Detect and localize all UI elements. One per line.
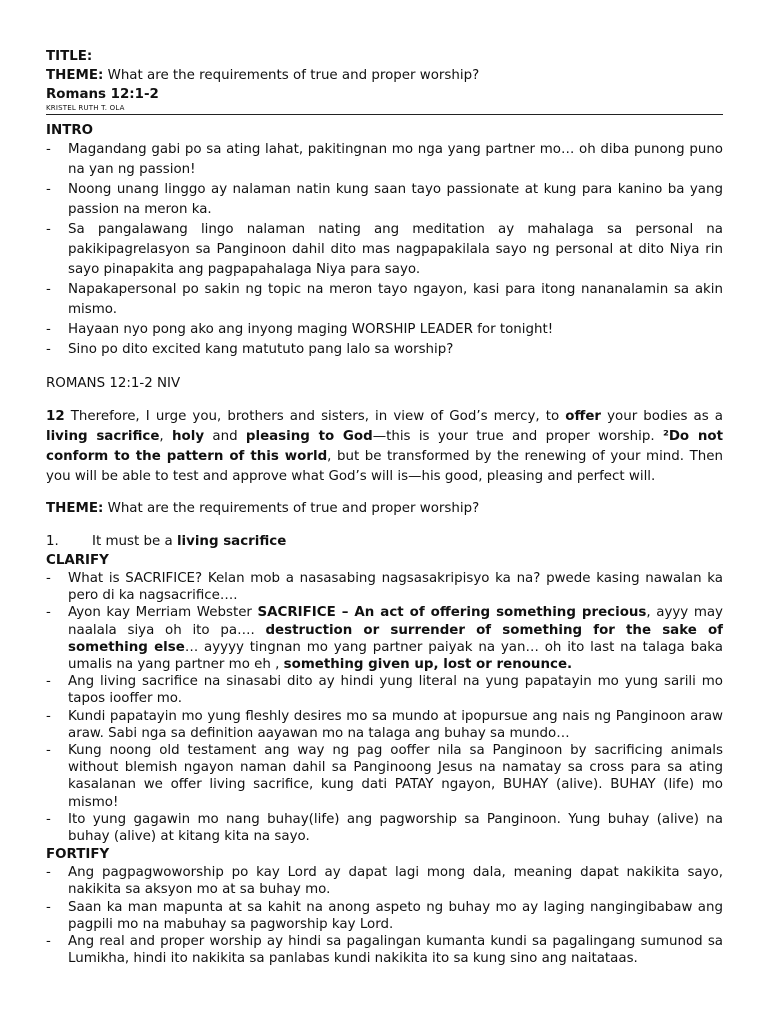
theme-label: THEME: bbox=[46, 501, 104, 516]
header-divider bbox=[46, 114, 723, 115]
list-item: - Sino po dito excited kang matututo pang lalo sa worship? bbox=[46, 340, 723, 360]
intro-heading: INTRO bbox=[46, 123, 94, 138]
list-item: - Napakapersonal po sakin ng topic na meron tayo ngayon, kasi para itong nananalamin sa akin mismo. bbox=[46, 280, 723, 320]
list-item: - Noong unang linggo ay nalaman natin kung saan tayo passionate at kung para kanino ba yang passion na meron ka. bbox=[46, 180, 723, 220]
list-item: - Ang living sacrifice na sinasabi dito ay hindi yung literal na yung papatayin mo yung sarili mo tapos iooffer mo. bbox=[46, 673, 723, 707]
verse-number: 12 bbox=[46, 409, 65, 424]
point-number: 1. bbox=[46, 534, 59, 549]
list-item: - Ang pagpagwoworship po kay Lord ay dapat lagi mong dala, meaning dapat nakikita sayo, nakikita sa aksyon mo at sa buhay mo. bbox=[46, 864, 723, 898]
list-item: - Magandang gabi po sa ating lahat, pakitingnan mo nga yang partner mo… oh diba punong puno na yan ng passion! bbox=[46, 140, 723, 180]
list-item: - Saan ka man mapunta at sa kahit na anong aspeto ng buhay mo ay laging nangingibabaw ang pagpili mo na mabuhay sa pagworship kay Lord. bbox=[46, 899, 723, 933]
list-item: - Kung noong old testament ang way ng pag ooffer nila sa Panginoon by sacrificing animals without blemish ngayon naman dahil sa Panginoong Jesus na namatay sa cross para sa ating kasalanan we offer living sacrifice, kung dati PATAY ngayon, BUHAY (alive). BUHAY (life) mo mismo! bbox=[46, 742, 723, 811]
list-item: - Hayaan nyo pong ako ang inyong maging WORSHIP LEADER for tonight! bbox=[46, 320, 723, 340]
fortify-heading: FORTIFY bbox=[46, 847, 110, 863]
title-label: TITLE: bbox=[46, 49, 93, 64]
list-item: - Kundi papatayin mo yung fleshly desires mo sa mundo at ipopursue ang nais ng Panginoon araw araw. Sabi nga sa definition aayawan mo na talaga ang buhay sa mundo… bbox=[46, 708, 723, 742]
clarify-heading: CLARIFY bbox=[46, 553, 109, 568]
list-item: - What is SACRIFICE? Kelan mob a nasasabing nagsasakripisyo ka na? pwede kasing nawalan ka pero di ka nagsacrifice…. bbox=[46, 570, 723, 604]
list-item: - Sa pangalawang lingo nalaman nating ang meditation ay mahalaga sa personal na pakikipagrelasyon sa Panginoon dahil dito mas nagpapakilala sayo ng personal at dito Niya rin sayo pinapakita ang pagpapahalaga Niya para sayo. bbox=[46, 220, 723, 280]
list-item: - Ang real and proper worship ay hindi sa pagalingan kumanta kundi sa pagalingang sumunod sa Lumikha, hindi ito nakikita sa panlabas kundi nakikita ito sa kung sino ang naitataas. bbox=[46, 933, 723, 967]
theme-line bbox=[46, 66, 723, 85]
scripture-reference: Romans 12:1-2 bbox=[46, 87, 159, 102]
theme-label: THEME: bbox=[46, 68, 104, 83]
passage-text: 12 Therefore, I urge you, brothers and sisters, in view of God’s mercy, to offer your bodies as a living sacrifice, holy and pleasing to God—this is your true and proper worship. ²Do not conform to the pattern of this world, but be transformed by the renewing of your mind. Then you will be able to test and approve what God’s will is—his good, pleasing and perfect will. bbox=[46, 409, 723, 484]
intro-list bbox=[46, 140, 723, 360]
fortify-list bbox=[46, 864, 723, 967]
document-body bbox=[46, 47, 723, 967]
passage-reference: ROMANS 12:1-2 NIV bbox=[46, 376, 181, 391]
theme-text: What are the requirements of true and proper worship? bbox=[103, 68, 480, 83]
list-item: - Ayon kay Merriam Webster SACRIFICE – An act of offering something precious, ayyy may naalala siya oh ito pa…. destruction or surrender of something for the sake of something else… ayyyy tingnan mo yang partner paiyak na yan… oh ito last na talaga baka umalis na yang partner mo eh , something given up, lost or renounce. bbox=[46, 604, 723, 673]
author-name: KRISTEL RUTH T. OLA bbox=[46, 104, 125, 112]
theme-restatement: THEME: What are the requirements of true and proper worship? bbox=[46, 501, 480, 516]
clarify-list bbox=[46, 570, 723, 845]
point-heading: 1. It must be a living sacrifice bbox=[46, 534, 287, 549]
list-item: - Ito yung gagawin mo nang buhay(life) ang pagworship sa Panginoon. Yung buhay (alive) na buhay (alive) at kitang kita na sayo. bbox=[46, 811, 723, 845]
